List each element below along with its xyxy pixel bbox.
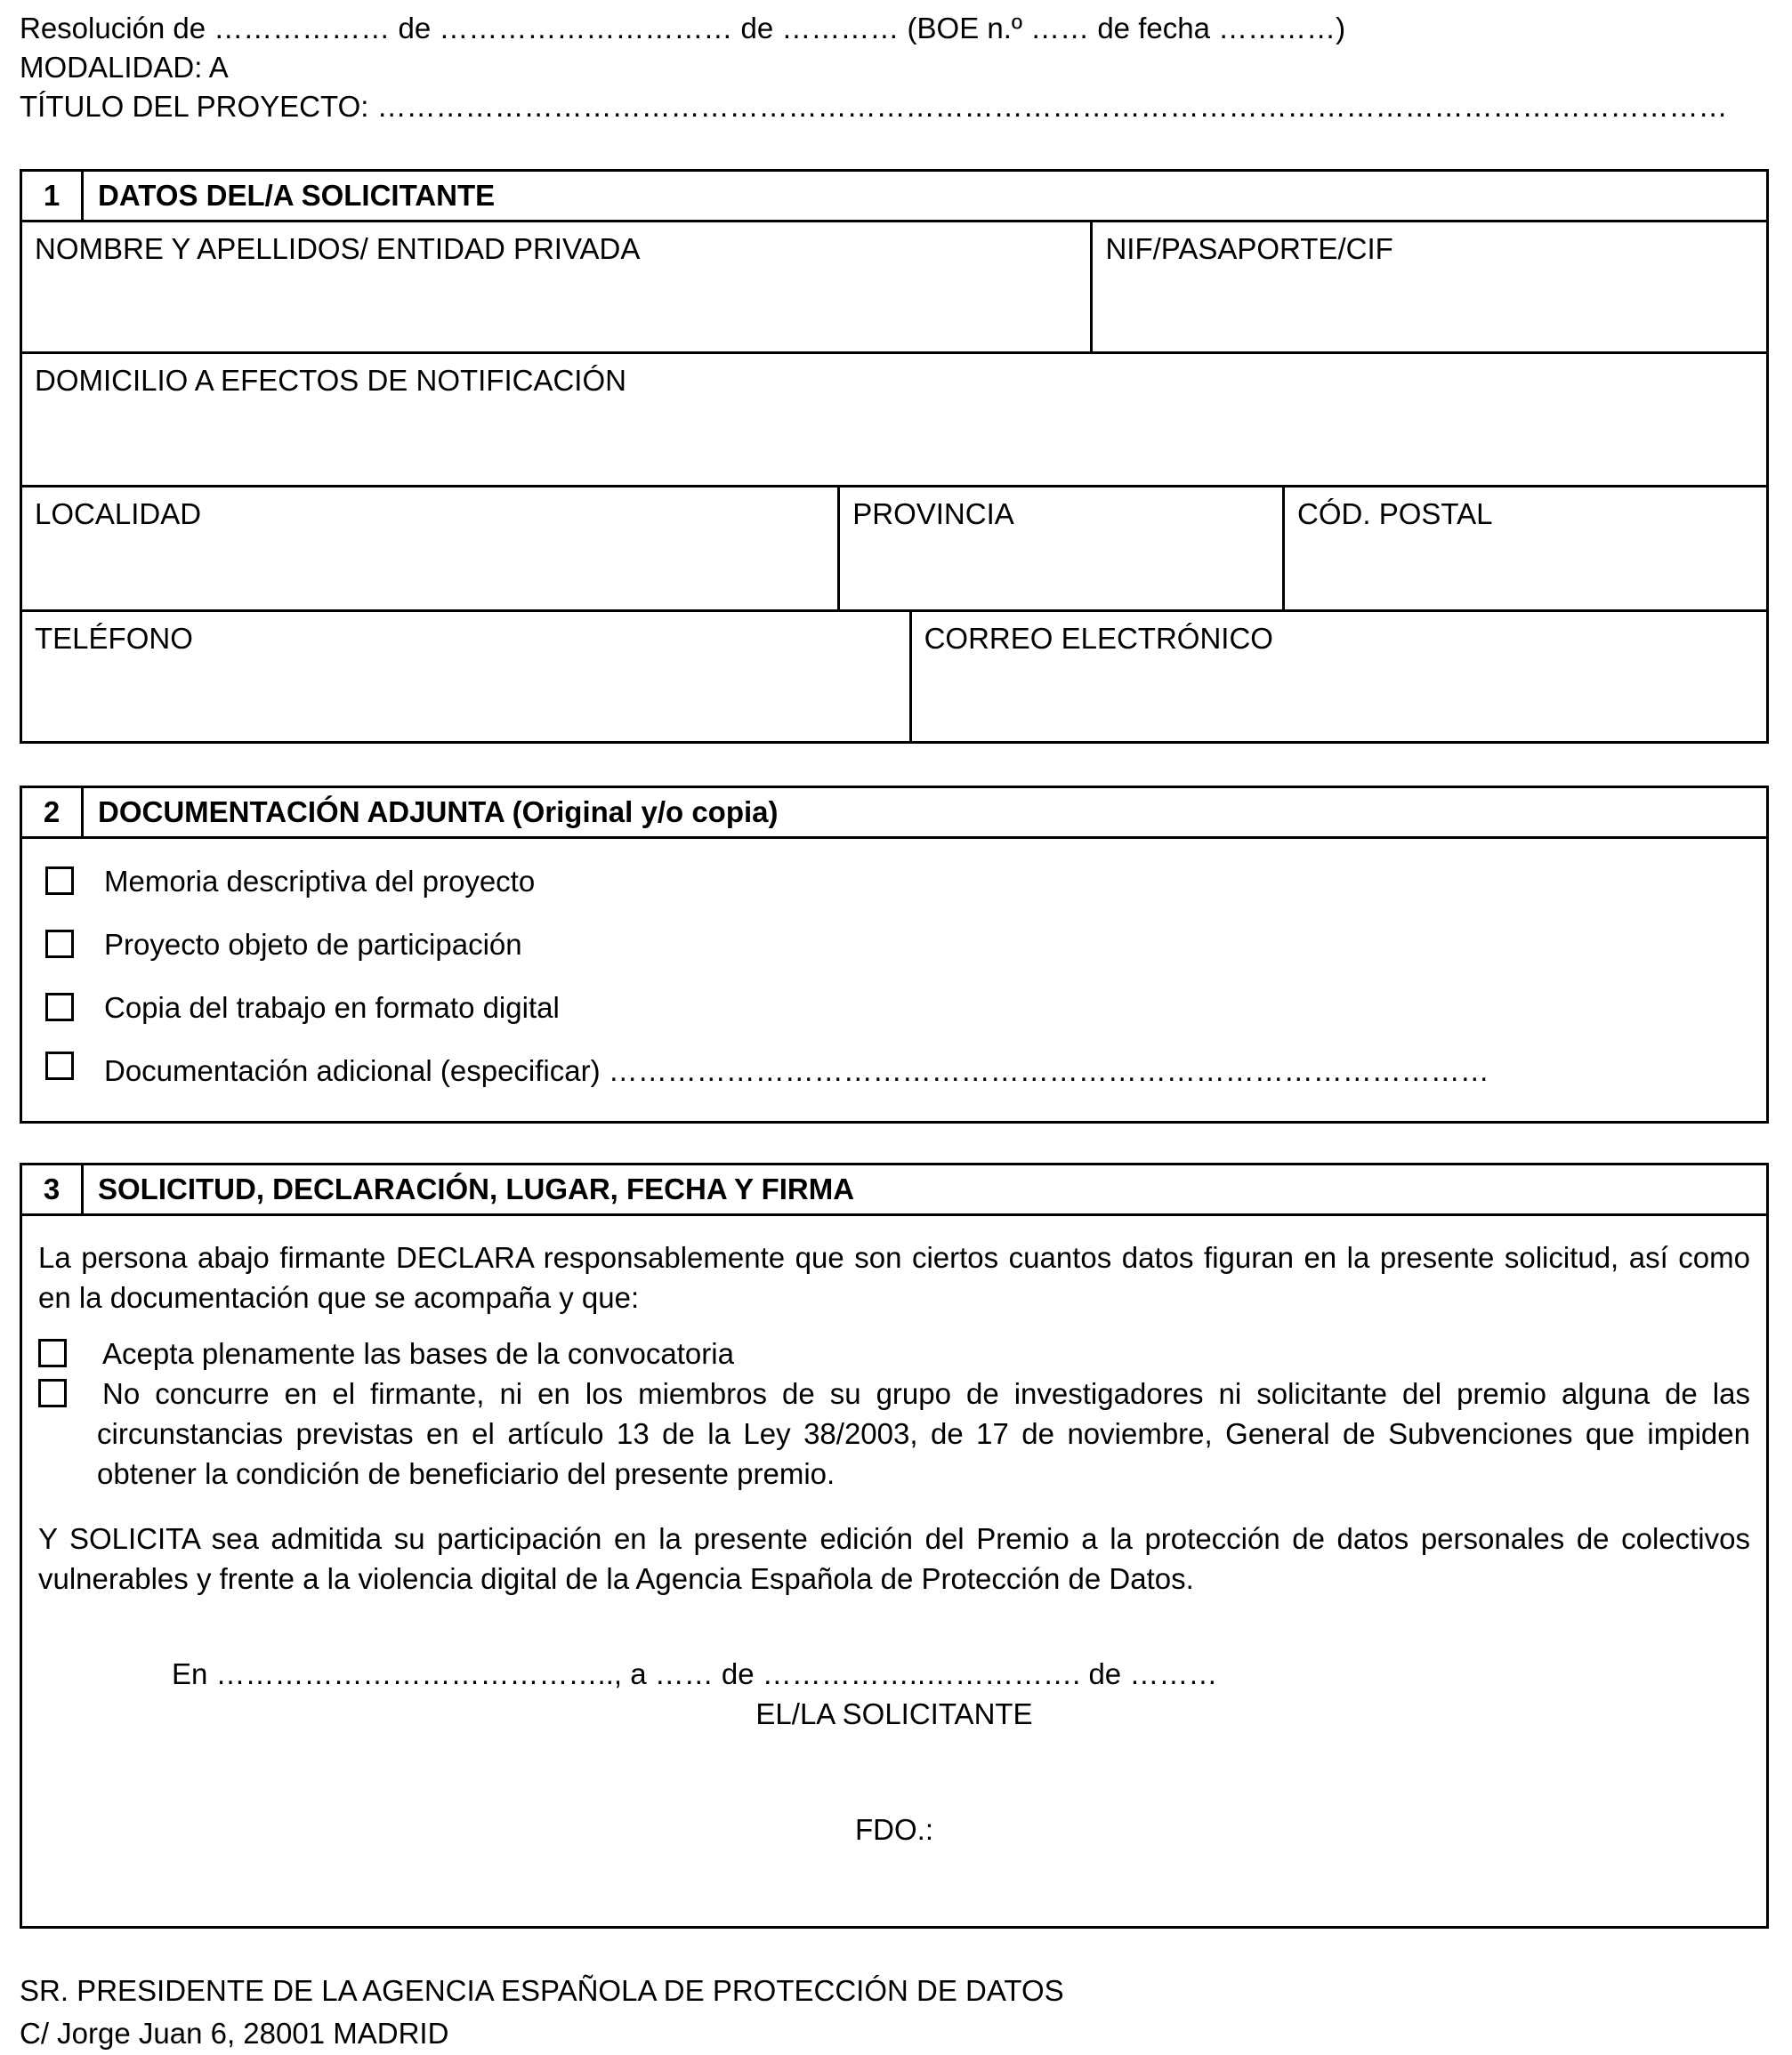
section2-number: 2 — [22, 788, 84, 836]
checkbox-icon[interactable] — [45, 1052, 74, 1080]
project-title-blank[interactable]: ………………………………………………………………………………………………………………………… — [376, 90, 1728, 123]
checkbox-icon[interactable] — [45, 993, 74, 1021]
checkbox-icon[interactable] — [45, 930, 74, 958]
modality-line: MODALIDAD: A — [20, 51, 229, 84]
checkbox-icon[interactable] — [45, 866, 74, 895]
checkbox-icon[interactable] — [38, 1339, 67, 1367]
table-row — [22, 222, 1766, 354]
check-no-concurre — [38, 1374, 1750, 1494]
section1-header — [22, 172, 1766, 222]
declaration-intro: La persona abajo firmante DECLARA responsablemente que son ciertos cuantos datos figuran en la presente solicitud, así como en la documentación que se acompaña y que: — [38, 1241, 1750, 1314]
check-label: No concurre en el firmante, ni en los miembros de su grupo de investigadores ni solicitante del premio alguna de las circunstancias previstas en el artículo 13 de la Ley 38/2003, de 17 de noviembre, General de Subvenciones que impiden obtener la condición de beneficiario del presente premio. — [97, 1377, 1750, 1490]
field-localidad[interactable] — [22, 488, 840, 609]
doc-item-memoria — [40, 862, 1748, 901]
field-cod-postal[interactable] — [1285, 488, 1766, 609]
field-provincia[interactable] — [840, 488, 1285, 609]
place-date-line[interactable]: En ………………………………….., a …… de ……………..……………. de ……… — [172, 1657, 1218, 1690]
field-nif-pasaporte-cif[interactable] — [1093, 222, 1766, 351]
field-domicilio[interactable] — [22, 354, 1766, 485]
section3-header — [22, 1165, 1766, 1216]
section1-number: 1 — [22, 172, 84, 220]
field-telefono-label: TELÉFONO — [35, 622, 193, 655]
doc-item-label: Memoria descriptiva del proyecto — [104, 865, 536, 898]
section-documentacion-adjunta — [20, 786, 1769, 1124]
solicita-paragraph: Y SOLICITA sea admitida su participación en la presente edición del Premio a la protección de datos personales de colectivos vulnerables y frente a la violencia digital de la Agencia Española de Protección de Datos. — [38, 1522, 1750, 1595]
section-solicitud-declaracion — [20, 1163, 1769, 1929]
table-row — [22, 354, 1766, 488]
field-nif-label: NIF/PASAPORTE/CIF — [1105, 232, 1393, 265]
project-title-label: TÍTULO DEL PROYECTO: — [20, 90, 377, 123]
especificar-blank[interactable]: ……………………………………………………………………………… — [608, 1054, 1489, 1087]
table-row — [22, 612, 1766, 741]
section2-body — [22, 839, 1766, 1121]
footer-president-line: SR. PRESIDENTE DE LA AGENCIA ESPAÑOLA DE PROTECCIÓN DE DATOS — [20, 1974, 1064, 2007]
declaration-checks — [38, 1334, 1750, 1494]
check-label: Acepta plenamente las bases de la convocatoria — [102, 1337, 734, 1370]
resolution-line: Resolución de ……………… de ………………………… de ………… (BOE n.º …… de fecha …………) — [20, 12, 1346, 44]
section1-title: DATOS DEL/A SOLICITANTE — [98, 179, 496, 212]
doc-item-label: Documentación adicional (especificar) — [104, 1054, 609, 1087]
checkbox-icon[interactable] — [38, 1379, 67, 1407]
field-nombre-apellidos[interactable] — [22, 222, 1093, 351]
footer-street-line: C/ Jorge Juan 6, 28001 MADRID — [20, 2017, 449, 2050]
field-telefono[interactable] — [22, 612, 912, 741]
field-cod-postal-label: CÓD. POSTAL — [1297, 497, 1493, 530]
section-datos-solicitante — [20, 169, 1769, 744]
project-title-line — [20, 87, 1769, 126]
section3-body — [22, 1216, 1766, 1926]
section2-header — [22, 788, 1766, 839]
field-correo-label: CORREO ELECTRÓNICO — [924, 622, 1273, 655]
doc-item-copia-digital — [40, 988, 1748, 1028]
check-acepta-bases — [38, 1334, 1750, 1374]
signer-label: EL/LA SOLICITANTE — [755, 1697, 1033, 1730]
doc-item-adicional — [40, 1052, 1748, 1091]
section2-title: DOCUMENTACIÓN ADJUNTA (Original y/o copia) — [98, 795, 779, 828]
footer-address — [20, 1970, 1769, 2055]
section3-number: 3 — [22, 1165, 84, 1213]
doc-item-label: Proyecto objeto de participación — [104, 928, 522, 961]
field-provincia-label: PROVINCIA — [852, 497, 1014, 530]
field-localidad-label: LOCALIDAD — [35, 497, 202, 530]
field-domicilio-label: DOMICILIO A EFECTOS DE NOTIFICACIÓN — [35, 364, 626, 397]
doc-item-label: Copia del trabajo en formato digital — [104, 991, 560, 1024]
doc-item-proyecto — [40, 925, 1748, 964]
field-correo-electronico[interactable] — [912, 612, 1766, 741]
section3-title: SOLICITUD, DECLARACIÓN, LUGAR, FECHA Y FIRMA — [98, 1173, 855, 1205]
field-nombre-apellidos-label: NOMBRE Y APELLIDOS/ ENTIDAD PRIVADA — [35, 232, 641, 265]
signature-label: FDO.: — [855, 1813, 933, 1846]
table-row — [22, 488, 1766, 612]
intro-block — [20, 9, 1769, 126]
